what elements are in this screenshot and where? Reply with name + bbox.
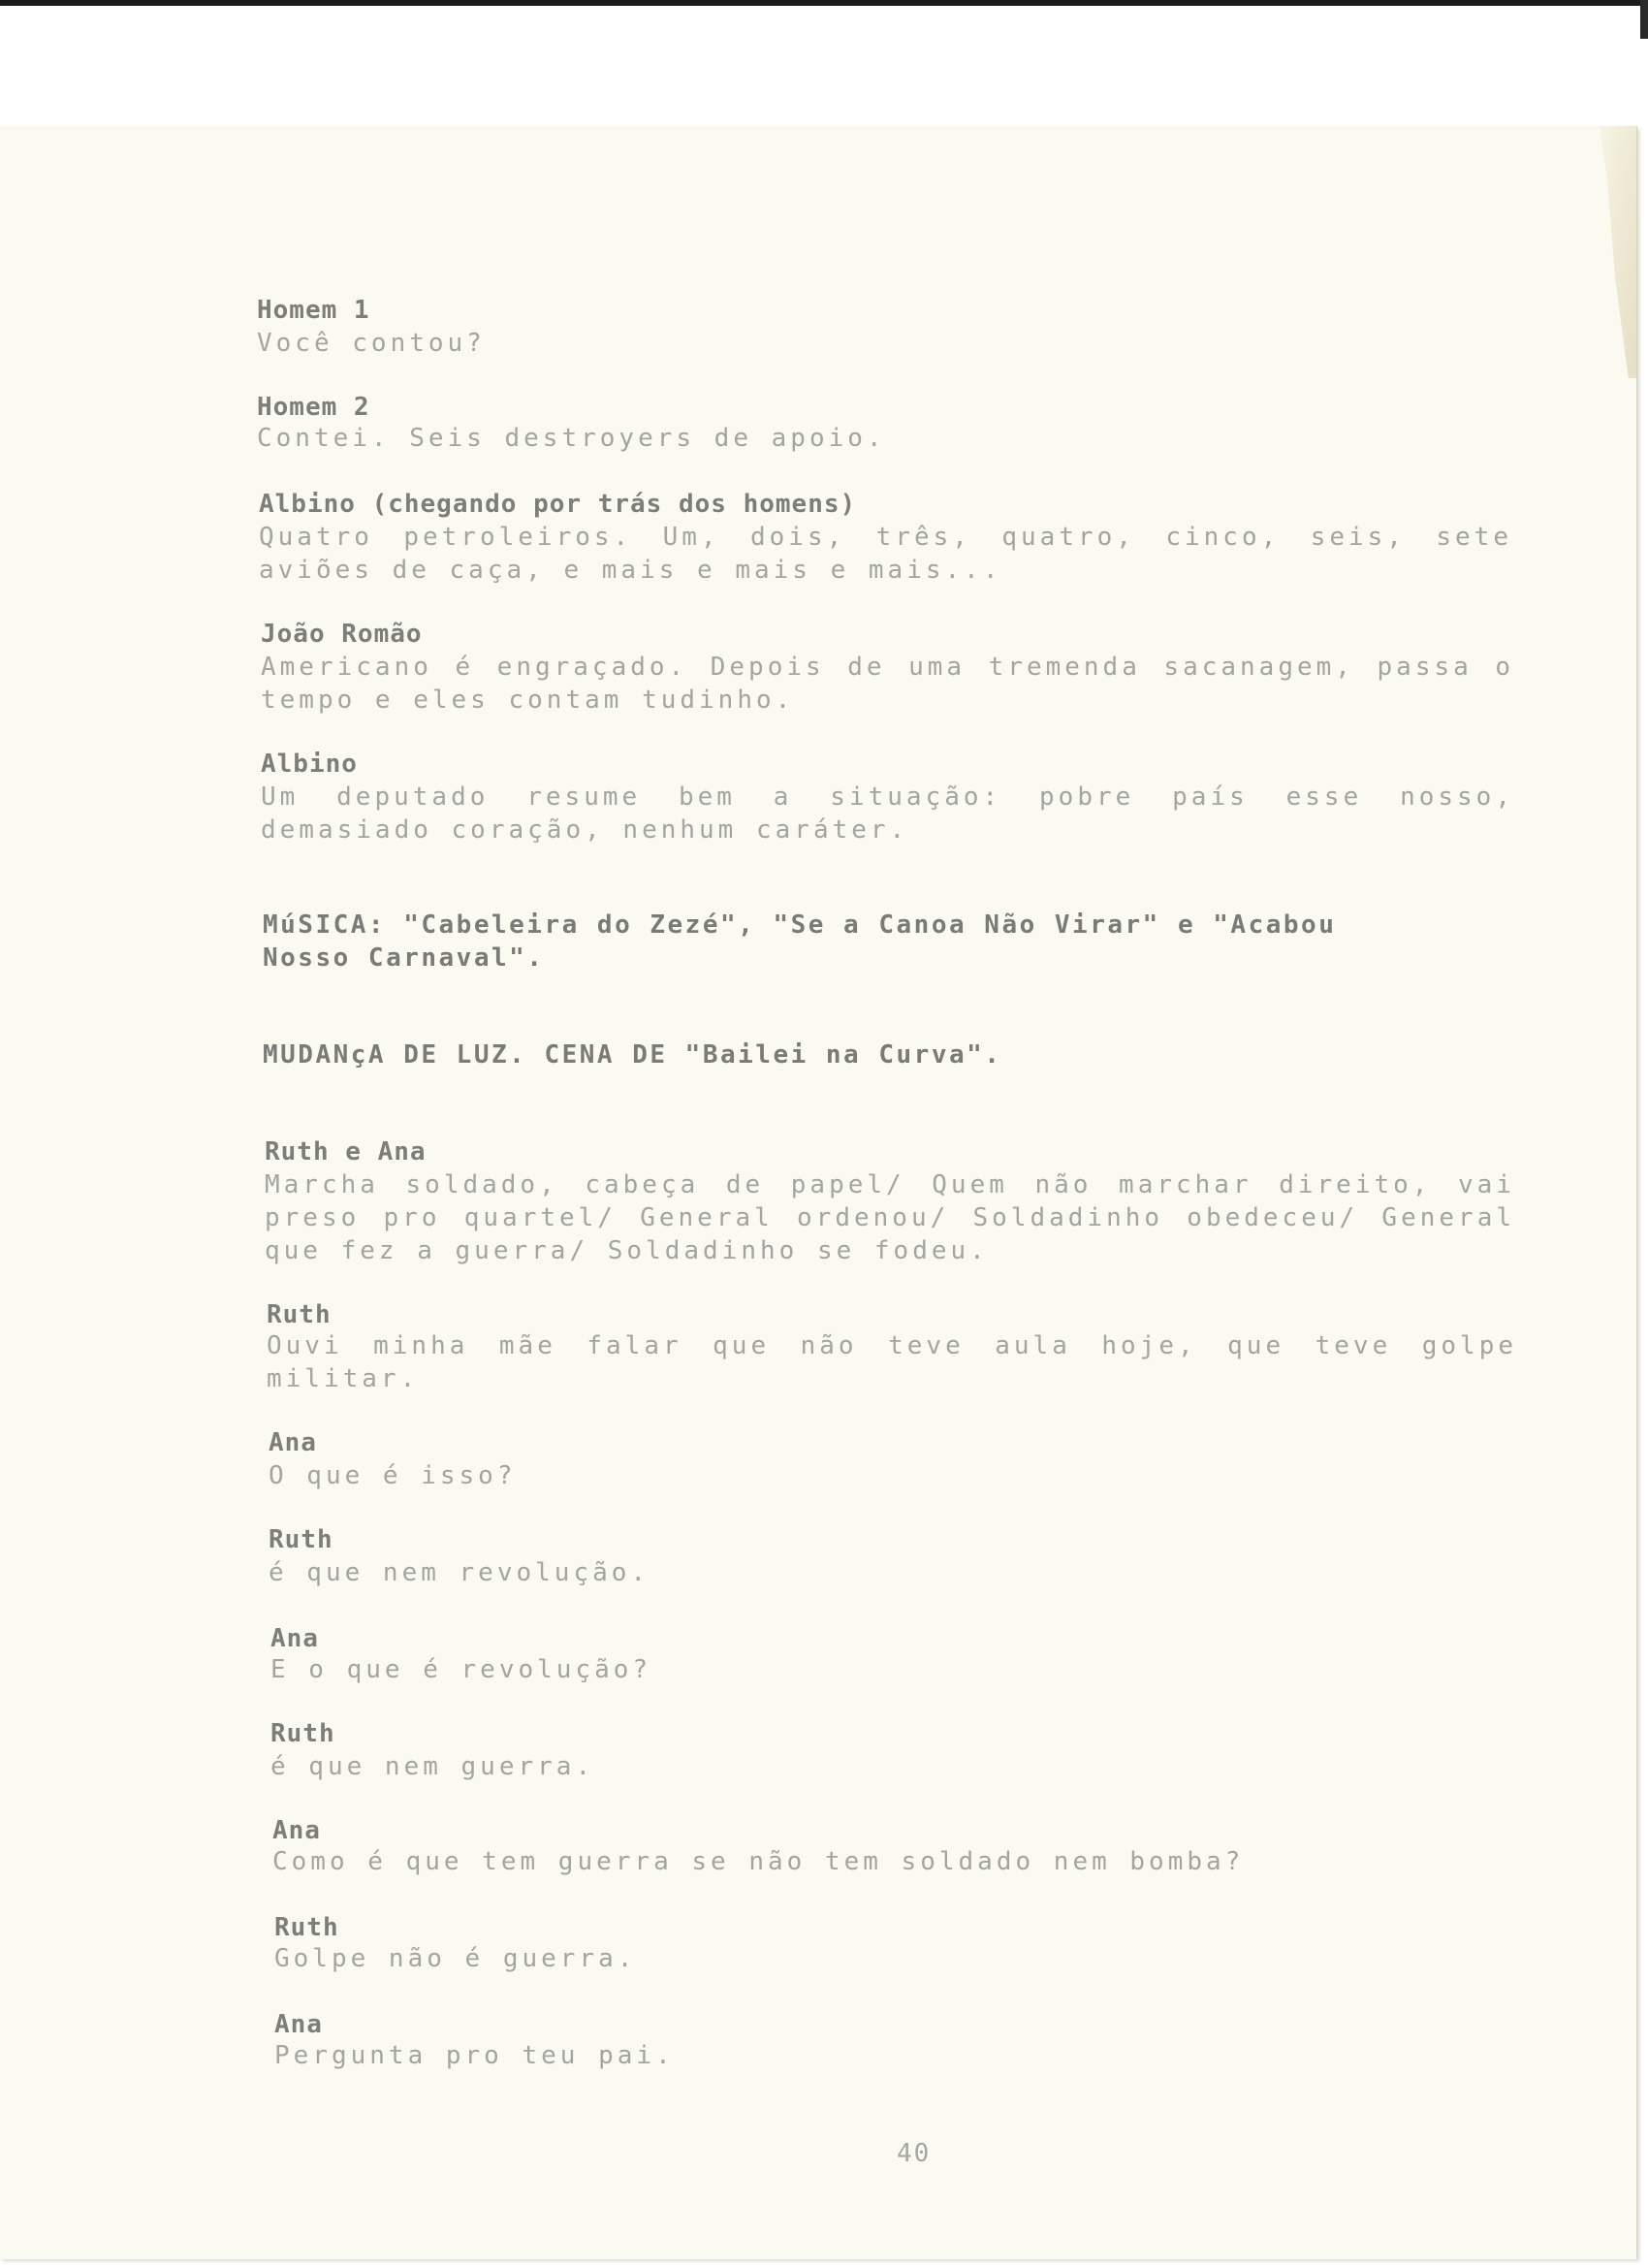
dialogue-line: Um deputado resume bem a situação: pobre país esse nosso, [261, 783, 1514, 812]
speaker-name: Ana [269, 1428, 317, 1457]
speaker-name: Ana [270, 1624, 319, 1653]
dialogue-line: Marcha soldado, cabeça de papel/ Quem não marchar direito, vai [265, 1170, 1515, 1199]
dialogue-line: aviões de caça, e mais e mais e mais... [259, 556, 1002, 585]
speaker-name: Ruth [270, 1719, 335, 1748]
dialogue-line: Ouvi minha mãe falar que não teve aula hoje, que teve golpe [267, 1331, 1517, 1360]
speaker-name: Ana [272, 1816, 321, 1845]
dialogue-line: Americano é engraçado. Depois de uma tremenda sacanagem, passa o [261, 653, 1514, 682]
stage-direction: MUDANçA DE LUZ. CENA DE "Bailei na Curva". [263, 1040, 1002, 1070]
dialogue-line: Você contou? [257, 329, 486, 358]
speaker-name: Homem 1 [257, 296, 370, 325]
speaker-name: Ana [274, 2010, 323, 2039]
dialogue-line: Pergunta pro teu pai. [274, 2041, 675, 2070]
speaker-name: Ruth [267, 1300, 332, 1329]
dialogue-line: demasiado coração, nenhum caráter. [261, 815, 909, 845]
dialogue-line: Quatro petroleiros. Um, dois, três, quatro, cinco, seis, sete [259, 523, 1512, 552]
dialogue-line: é que nem guerra. [270, 1752, 595, 1781]
scan-border [0, 0, 1648, 6]
speaker-name: Ruth e Ana [265, 1137, 427, 1166]
page-fold [1583, 126, 1636, 378]
speaker-name: Ruth [274, 1913, 339, 1942]
dialogue-line: E o que é revolução? [270, 1655, 652, 1684]
speaker-name: Albino [261, 750, 358, 779]
dialogue-line: O que é isso? [269, 1461, 517, 1490]
speaker-name: João Romão [261, 620, 423, 649]
dialogue-line: tempo e eles contam tudinho. [261, 686, 795, 715]
dialogue-line: que fez a guerra/ Soldadinho se fodeu. [265, 1236, 989, 1265]
dialogue-line: Contei. Seis destroyers de apoio. [257, 424, 886, 453]
scan-corner [1640, 0, 1648, 39]
speaker-name: Albino (chegando por trás dos homens) [259, 490, 857, 519]
stage-direction: MúSICA: "Cabeleira do Zezé", "Se a Canoa Não Virar" e "Acabou [263, 910, 1337, 940]
speaker-name: Homem 2 [257, 393, 370, 422]
dialogue-line: Golpe não é guerra. [274, 1944, 637, 1973]
page-number: 40 [897, 2139, 932, 2168]
dialogue-line: preso pro quartel/ General ordenou/ Soldadinho obedeceu/ General [265, 1203, 1515, 1232]
stage-direction: Nosso Carnaval". [263, 943, 545, 973]
dialogue-line: Como é que tem guerra se não tem soldado nem bomba? [272, 1847, 1245, 1876]
dialogue-line: é que nem revolução. [269, 1558, 650, 1587]
speaker-name: Ruth [269, 1525, 333, 1554]
dialogue-line: militar. [267, 1364, 420, 1393]
